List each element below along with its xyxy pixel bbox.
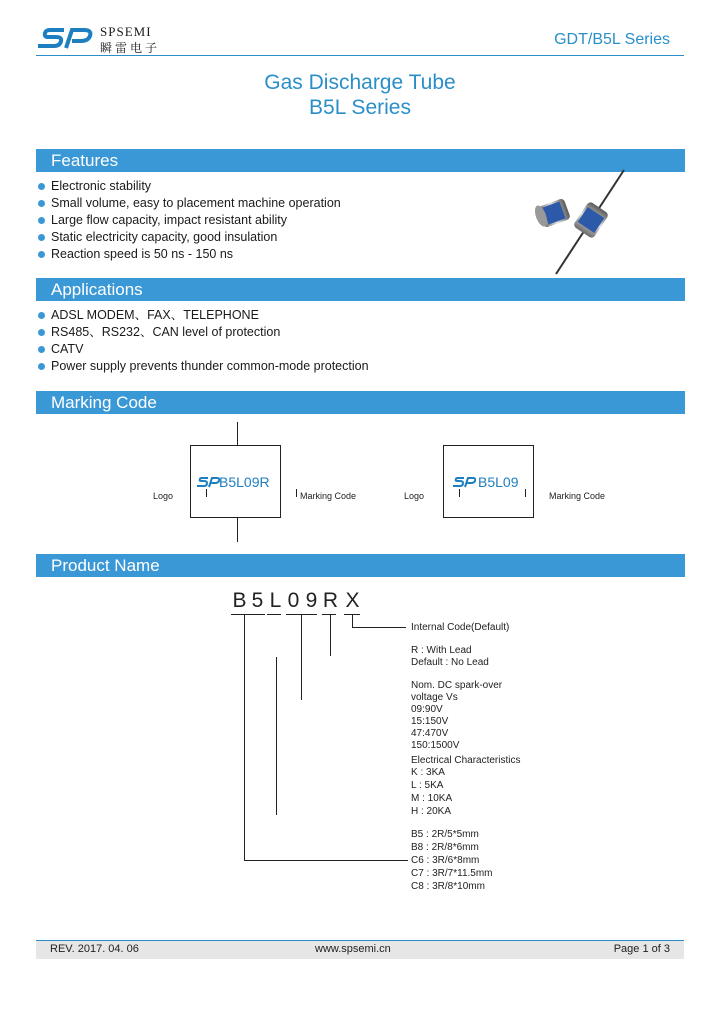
marking-callout-right [525, 489, 526, 497]
size-option: B8 : 2R/8*6mm [411, 842, 479, 853]
company-name-latin: SPSEMI [100, 24, 152, 39]
applications-heading: Applications [36, 278, 685, 301]
sp-logo-icon [36, 26, 96, 50]
leader-internal [352, 614, 353, 627]
marking-heading: Marking Code [36, 391, 685, 414]
list-item: Small volume, easy to placement machine operation [38, 195, 341, 212]
size-option: B5 : 2R/5*5mm [411, 829, 479, 840]
marking-label-right: Marking Code [549, 491, 606, 501]
features-list [38, 178, 341, 263]
voltage-option: 150:1500V [411, 740, 460, 751]
elec-option: L : 5KA [411, 780, 444, 791]
lead-option: Default : No Lead [411, 657, 489, 668]
list-item: RS485、RS232、CAN level of protection [38, 324, 369, 341]
logo-callout-left [206, 489, 207, 497]
marking-code-right: B5L09 [478, 474, 519, 490]
bullet-icon [38, 312, 45, 319]
voltage-title: voltage Vs [411, 692, 458, 703]
list-item: Static electricity capacity, good insulation [38, 229, 341, 246]
doc-title-line2: B5L Series [309, 96, 411, 119]
bullet-icon [38, 200, 45, 207]
pn-char: 0 [287, 589, 300, 612]
leader-internal-h [352, 627, 406, 628]
voltage-option: 47:470V [411, 728, 449, 739]
pn-char: 5 [251, 589, 264, 612]
list-item: Large flow capacity, impact resistant ability [38, 212, 341, 229]
product-photo [528, 168, 648, 278]
elec-option: K : 3KA [411, 767, 445, 778]
leader-size-h [244, 860, 408, 861]
pn-underline-size [231, 614, 265, 615]
size-option: C6 : 3R/6*8mm [411, 855, 480, 866]
bullet-icon [38, 234, 45, 241]
pn-char: B [232, 589, 247, 612]
marking-label-left: Marking Code [300, 491, 357, 501]
doc-title-line1: Gas Discharge Tube [264, 71, 456, 94]
features-heading: Features [36, 149, 685, 172]
bullet-icon [38, 363, 45, 370]
pn-char: X [345, 589, 360, 612]
voltage-option: 15:150V [411, 716, 449, 727]
elec-option: H : 20KA [411, 806, 452, 817]
list-item: Reaction speed is 50 ns - 150 ns [38, 246, 341, 263]
size-option: C7 : 3R/7*11.5mm [411, 868, 493, 879]
gdt-no-lead-icon [533, 198, 571, 228]
product-name-heading: Product Name [36, 554, 685, 577]
company-logo [36, 22, 186, 54]
leader-lead [330, 614, 331, 656]
bullet-icon [38, 346, 45, 353]
pn-underline-elec [267, 614, 281, 615]
lead-bottom-line [237, 518, 238, 542]
list-item: CATV [38, 341, 369, 358]
bullet-icon [38, 329, 45, 336]
marking-callout-left [296, 489, 297, 497]
pn-underline-lead [322, 614, 336, 615]
revision: REV. 2017. 04. 06 [50, 943, 139, 955]
size-option: C8 : 3R/8*10mm [411, 881, 485, 892]
elec-option: M : 10KA [411, 793, 453, 804]
series-tag: GDT/B5L Series [554, 31, 670, 48]
leader-voltage [301, 614, 302, 700]
bullet-icon [38, 251, 45, 258]
internal-code-label: Internal Code(Default) [411, 622, 510, 633]
sp-mark-icon [196, 476, 220, 488]
bullet-icon [38, 183, 45, 190]
elec-title: Electrical Characteristics [411, 755, 521, 766]
voltage-option: 09:90V [411, 704, 443, 715]
website-link[interactable]: www.spsemi.cn [315, 943, 391, 955]
logo-callout-right [459, 489, 460, 497]
marking-code-left: B5L09R [219, 474, 270, 490]
logo-label-right: Logo [404, 491, 425, 501]
logo-label-left: Logo [153, 491, 174, 501]
applications-list [38, 307, 369, 375]
company-name-cn: 瞬雷电子 [100, 41, 161, 55]
pn-char: 9 [305, 589, 318, 612]
list-item: ADSL MODEM、FAX、TELEPHONE [38, 307, 369, 324]
list-item: Power supply prevents thunder common-mode protection [38, 358, 369, 375]
lead-option: R : With Lead [411, 645, 472, 656]
list-item: Electronic stability [38, 178, 341, 195]
bullet-icon [38, 217, 45, 224]
leader-size [244, 614, 245, 860]
lead-top-line [237, 422, 238, 446]
page-number: Page 1 of 3 [613, 943, 670, 955]
pn-char: R [322, 589, 339, 612]
header-rule [36, 55, 684, 56]
pn-char: L [269, 589, 282, 612]
sp-mark-icon [452, 476, 476, 488]
gdt-with-lead-icon [556, 170, 624, 274]
voltage-title: Nom. DC spark-over [411, 680, 503, 691]
leader-elec [276, 657, 277, 815]
